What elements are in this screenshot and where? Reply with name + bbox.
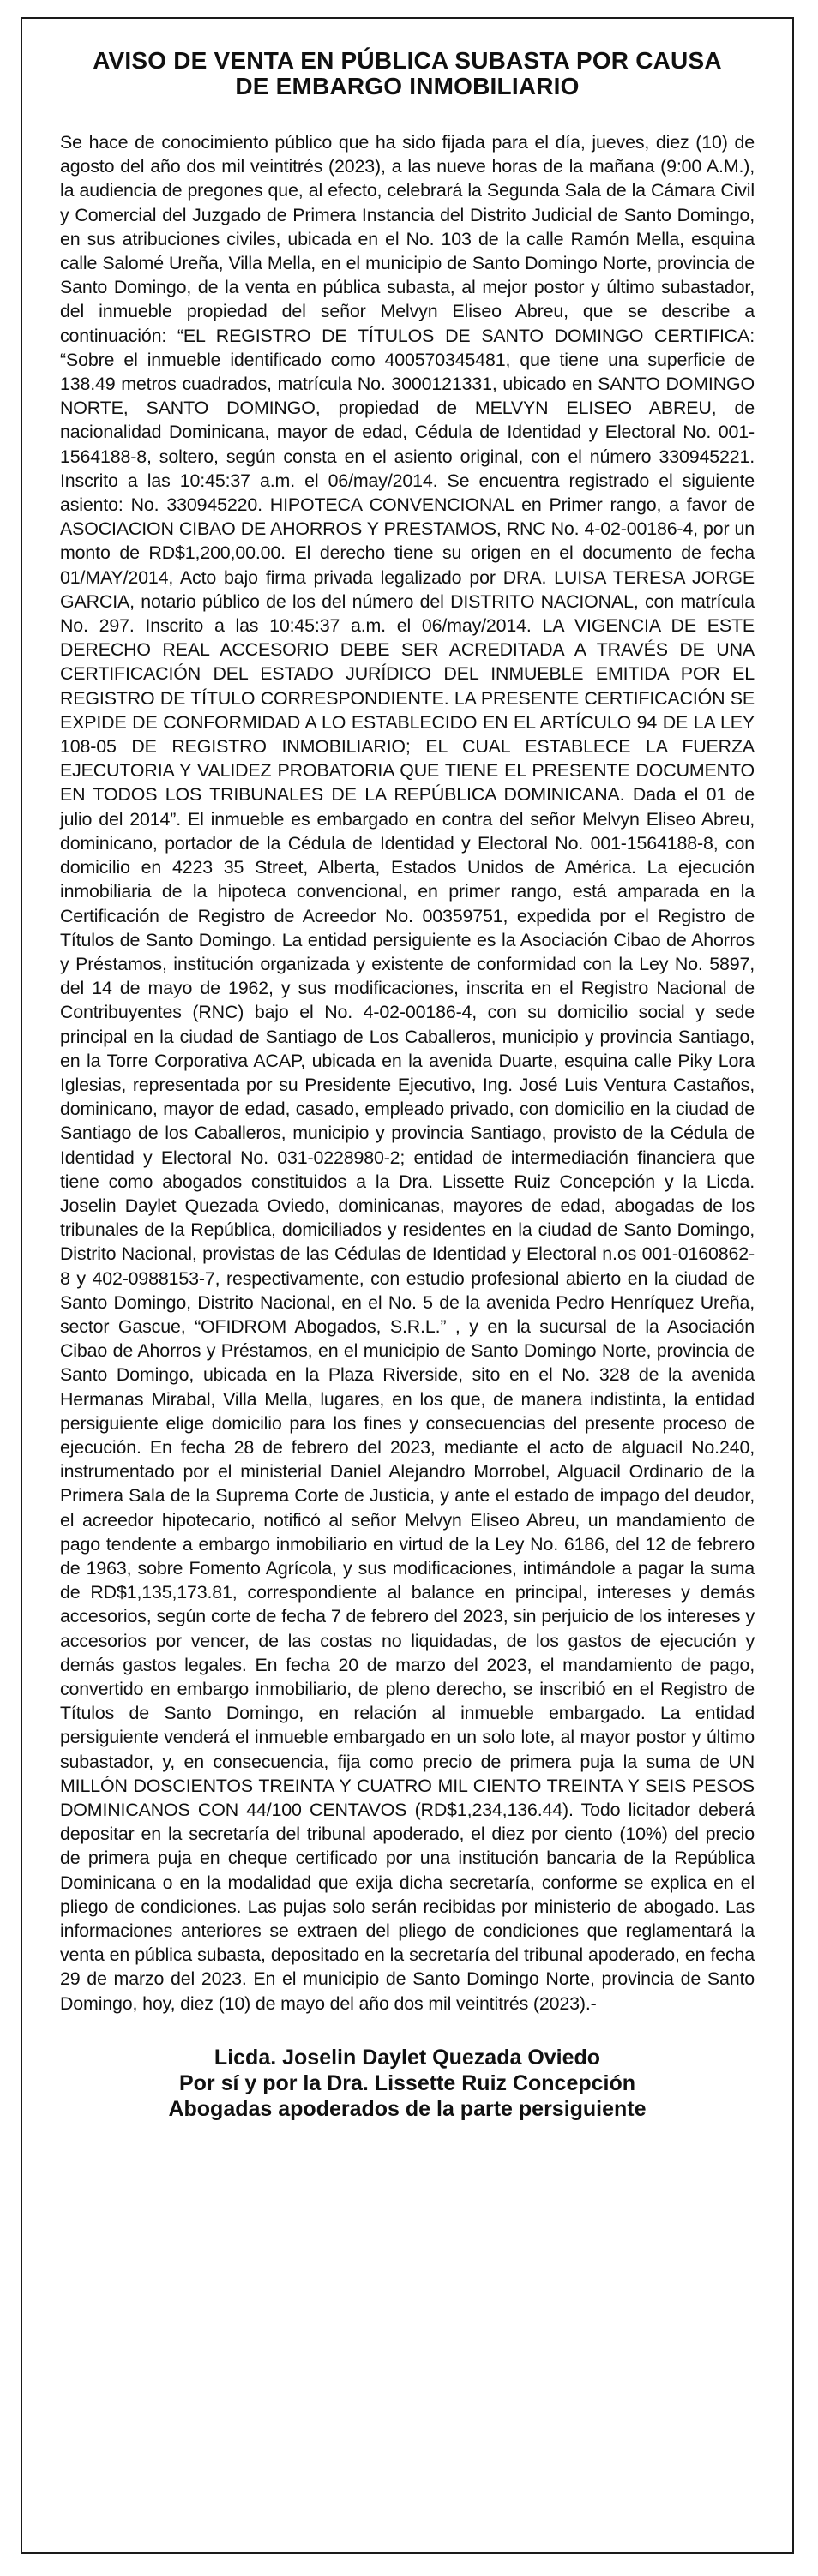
notice-content xyxy=(22,19,792,2122)
notice-title-line-2: DE EMBARGO INMOBILIARIO xyxy=(235,73,580,99)
legal-notice xyxy=(21,17,794,2554)
signature-name: Licda. Joselin Daylet Quezada Oviedo xyxy=(214,2045,601,2070)
signature-on-behalf: Por sí y por la Dra. Lissette Ruiz Concepción xyxy=(178,2070,636,2095)
notice-body: Se hace de conocimiento público que ha sido fijada para el día, jueves, diez (10) de agosto del año dos mil veintitrés (2023), a las nueve horas de la mañana (9:00 A.M.), la audiencia de pregones que, al efecto, celebrará la Segunda Sala de la Cámara Civil y Comercial del Juzgado de Primera Instancia del Distrito Judicial de Santo Domingo, en sus atribuciones civiles, ubicada en el No. 103 de la calle Ramón Mella, esquina calle Salomé Ureña, Villa Mella, en el municipio de Santo Domingo Norte, provincia de Santo Domingo, de la venta en pública subasta, al mejor postor y último subastador, del inmueble propiedad del señor Melvyn Eliseo Abreu, que se describe a continuación: “EL REGISTRO DE TÍTULOS DE SANTO DOMINGO CERTIFICA: “Sobre el inmueble identificado como 400570345481, que tiene una superficie de 138.49 metros cuadrados, matrícula No. 3000121331, ubicado en SANTO DOMINGO NORTE, SANTO DOMINGO, propiedad de MELVYN ELISEO ABREU, de nacionalidad Dominicana, mayor de edad, Cédula de Identidad y Electoral No. 001-1564188-8, soltero, según consta en el asiento original, con el número 330945221. Inscrito a las 10:45:37 a.m. el 06/may/2014. Se encuentra registrado el siguiente asiento: No. 330945220. HIPOTECA CONVENCIONAL en Primer rango, a favor de ASOCIACION CIBAO DE AHORROS Y PRESTAMOS, RNC No. 4-02-00186-4, por un monto de RD$1,200,00.00. El derecho tiene su origen en el documento de fecha 01/MAY/2014, Acto bajo firma privada legalizado por DRA. LUISA TERESA JORGE GARCIA, notario público de los del número del DISTRITO NACIONAL, con matrícula No. 297. Inscrito a las 10:45:37 a.m. el 06/may/2014. LA VIGENCIA DE ESTE DERECHO REAL ACCESORIO DEBE SER ACREDITADA A TRAVÉS DE UNA CERTIFICACIÓN DEL ESTADO JURÍDICO DEL INMUEBLE EMITIDA POR EL REGISTRO DE TÍTULO CORRESPONDIENTE. LA PRESENTE CERTIFICACIÓN SE EXPIDE DE CONFORMIDAD A LO ESTABLECIDO EN EL ARTÍCULO 94 DE LA LEY 108-05 DE REGISTRO INMOBILIARIO; EL CUAL ESTABLECE LA FUERZA EJECUTORIA Y VALIDEZ PROBATORIA QUE TIENE EL PRESENTE DOCUMENTO EN TODOS LOS TRIBUNALES DE LA REPÚBLICA DOMINICANA. Dada el 01 de julio del 2014”. El inmueble es embargado en contra del señor Melvyn Eliseo Abreu, dominicano, portador de la Cédula de Identidad y Electoral No. 001-1564188-8, con domicilio en 4223 35 Street, Alberta, Estados Unidos de América. La ejecución inmobiliaria de la hipoteca convencional, en primer rango, está amparada en la Certificación de Registro de Acreedor No. 00359751, expedida por el Registro de Títulos de Santo Domingo. La entidad persiguiente es la Asociación Cibao de Ahorros y Préstamos, institución organizada y existente de conformidad con la Ley No. 5897, del 14 de mayo de 1962, y sus modificaciones, inscrita en el Registro Nacional de Contribuyentes (RNC) bajo el No. 4-02-00186-4, con su domicilio social y sede principal en la ciudad de Santiago de Los Caballeros, municipio y provincia Santiago, en la Torre Corporativa ACAP, ubicada en la avenida Duarte, esquina calle Piky Lora Iglesias, representada por su Presidente Ejecutivo, Ing. José Luis Ventura Castaños, dominicano, mayor de edad, casado, empleado privado, con domicilio en la ciudad de Santiago de los Caballeros, municipio y provincia Santiago, provisto de la Cédula de Identidad y Electoral No. 031-0228980-2; entidad de intermediación financiera que tiene como abogados constituidos a la Dra. Lissette Ruiz Concepción y la Licda. Joselin Daylet Quezada Oviedo, dominicanas, mayores de edad, abogadas de los tribunales de la República, domiciliados y residentes en la ciudad de Santo Domingo, Distrito Nacional, provistas de las Cédulas de Identidad y Electoral n.os 001-0160862-8 y 402-0988153-7, respectivamente, con estudio profesional abierto en la ciudad de Santo Domingo, Distrito Nacional, en el No. 5 de la avenida Pedro Henríquez Ureña, sector Gascue, “OFIDROM Abogados, S.R.L.” , y en la sucursal de la Asociación Cibao de Ahorros y Préstamos, en el municipio de Santo Domingo Norte, provincia de Santo Domingo, ubicada en la Plaza Riverside, sito en el No. 328 de la avenida Hermanas Mirabal, Villa Mella, lugares, en los que, de manera indistinta, la entidad persiguiente elige domicilio para los fines y consecuencias del presente proceso de ejecución. En fecha 28 de febrero del 2023, mediante el acto de alguacil No.240, instrumentado por el ministerial Daniel Alejandro Morrobel, Alguacil Ordinario de la Primera Sala de la Suprema Corte de Justicia, y ante el estado de impago del deudor, el acreedor hipotecario, notificó al señor Melvyn Eliseo Abreu, un mandamiento de pago tendente a embargo inmobiliario en virtud de la Ley No. 6186, del 12 de febrero de 1963, sobre Fomento Agrícola, y sus modificaciones, intimándole a pagar la suma de RD$1,135,173.81, correspondiente al balance en principal, intereses y demás accesorios, según corte de fecha 7 de febrero del 2023, sin perjuicio de los intereses y accesorios por vencer, de las costas no liquidadas, de los gastos de ejecución y demás gastos legales. En fecha 20 de marzo del 2023, el mandamiento de pago, convertido en embargo inmobiliario, de pleno derecho, se inscribió en el Registro de Títulos de Santo Domingo, en relación al inmueble embargado. La entidad persiguiente venderá el inmueble embargado en un solo lote, al mayor postor y último subastador, y, en consecuencia, fija como precio de primera puja la suma de UN MILLÓN DOSCIENTOS TREINTA Y CUATRO MIL CIENTO TREINTA Y SEIS PESOS DOMINICANOS CON 44/100 CENTAVOS (RD$1,234,136.44). Todo licitador deberá depositar en la secretaría del tribunal apoderado, el diez por ciento (10%) del precio de primera puja en cheque certificado por una institución bancaria de la República Dominicana o en la modalidad que exija dicha secretaría, conforme se explica en el pliego de condiciones. Las pujas solo serán recibidas por ministerio de abogado. Las informaciones anteriores se extraen del pliego de condiciones que reglamentará la venta en pública subasta, depositado en la secretaría del tribunal apoderado, en fecha 29 de marzo del 2023. En el municipio de Santo Domingo Norte, provincia de Santo Domingo, hoy, diez (10) de mayo del año dos mil veintitrés (2023).- xyxy=(60,132,755,2014)
signature-block xyxy=(60,2045,755,2122)
signature-role: Abogadas apoderados de la parte persiguiente xyxy=(168,2096,647,2121)
notice-title xyxy=(60,48,755,99)
notice-title-line-1: AVISO DE VENTA EN PÚBLICA SUBASTA POR CAUSA xyxy=(93,47,722,74)
